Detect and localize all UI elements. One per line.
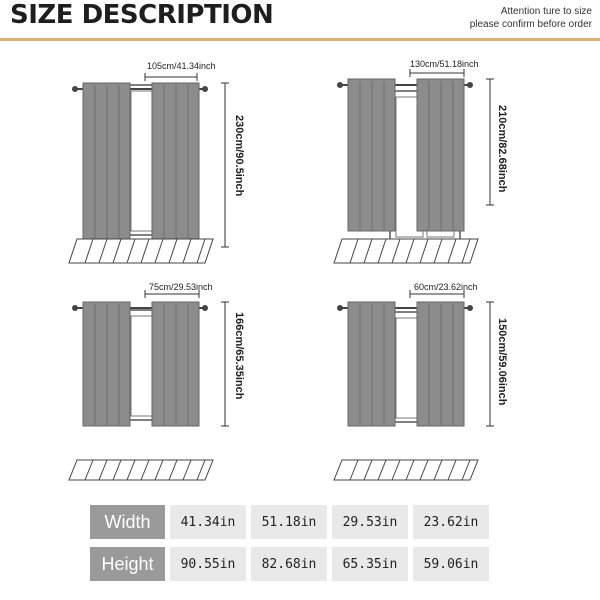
curtain-diagram-4 bbox=[330, 280, 600, 490]
curtain-diagram-3 bbox=[65, 280, 345, 490]
width-label: 130cm/51.18inch bbox=[410, 59, 479, 69]
width-label: 60cm/23.62inch bbox=[414, 282, 478, 292]
table-cell: 65.35in bbox=[332, 547, 408, 581]
note-line-2: please confirm before order bbox=[469, 19, 592, 30]
curtain-illustration bbox=[65, 280, 345, 490]
width-label: 105cm/41.34inch bbox=[147, 61, 216, 71]
size-attention-note bbox=[470, 5, 592, 31]
header-divider bbox=[0, 38, 600, 41]
curtain-illustration bbox=[330, 280, 600, 490]
height-label: 230cm/90.5inch bbox=[233, 115, 245, 197]
table-cell: 90.55in bbox=[170, 547, 246, 581]
table-cell: 29.53in bbox=[332, 505, 408, 539]
table-cell: 59.06in bbox=[413, 547, 489, 581]
note-line-1: Attention ture to size bbox=[500, 6, 592, 17]
height-label: 210cm/82.68inch bbox=[496, 105, 508, 193]
page-title: SIZE DESCRIPTION bbox=[10, 0, 274, 30]
height-label: 150cm/59.06inch bbox=[496, 318, 508, 406]
curtain-illustration bbox=[330, 55, 600, 265]
table-cell: 51.18in bbox=[251, 505, 327, 539]
row-header-height: Height bbox=[90, 547, 165, 581]
curtain-diagram-2 bbox=[330, 55, 600, 265]
table-cell: 41.34in bbox=[170, 505, 246, 539]
curtain-illustration bbox=[65, 55, 345, 265]
table-cell: 23.62in bbox=[413, 505, 489, 539]
table-cell: 82.68in bbox=[251, 547, 327, 581]
width-label: 75cm/29.53inch bbox=[149, 282, 213, 292]
curtain-diagram-1 bbox=[65, 55, 345, 265]
row-header-width: Width bbox=[90, 505, 165, 539]
height-label: 166cm/65.35inch bbox=[233, 312, 245, 400]
